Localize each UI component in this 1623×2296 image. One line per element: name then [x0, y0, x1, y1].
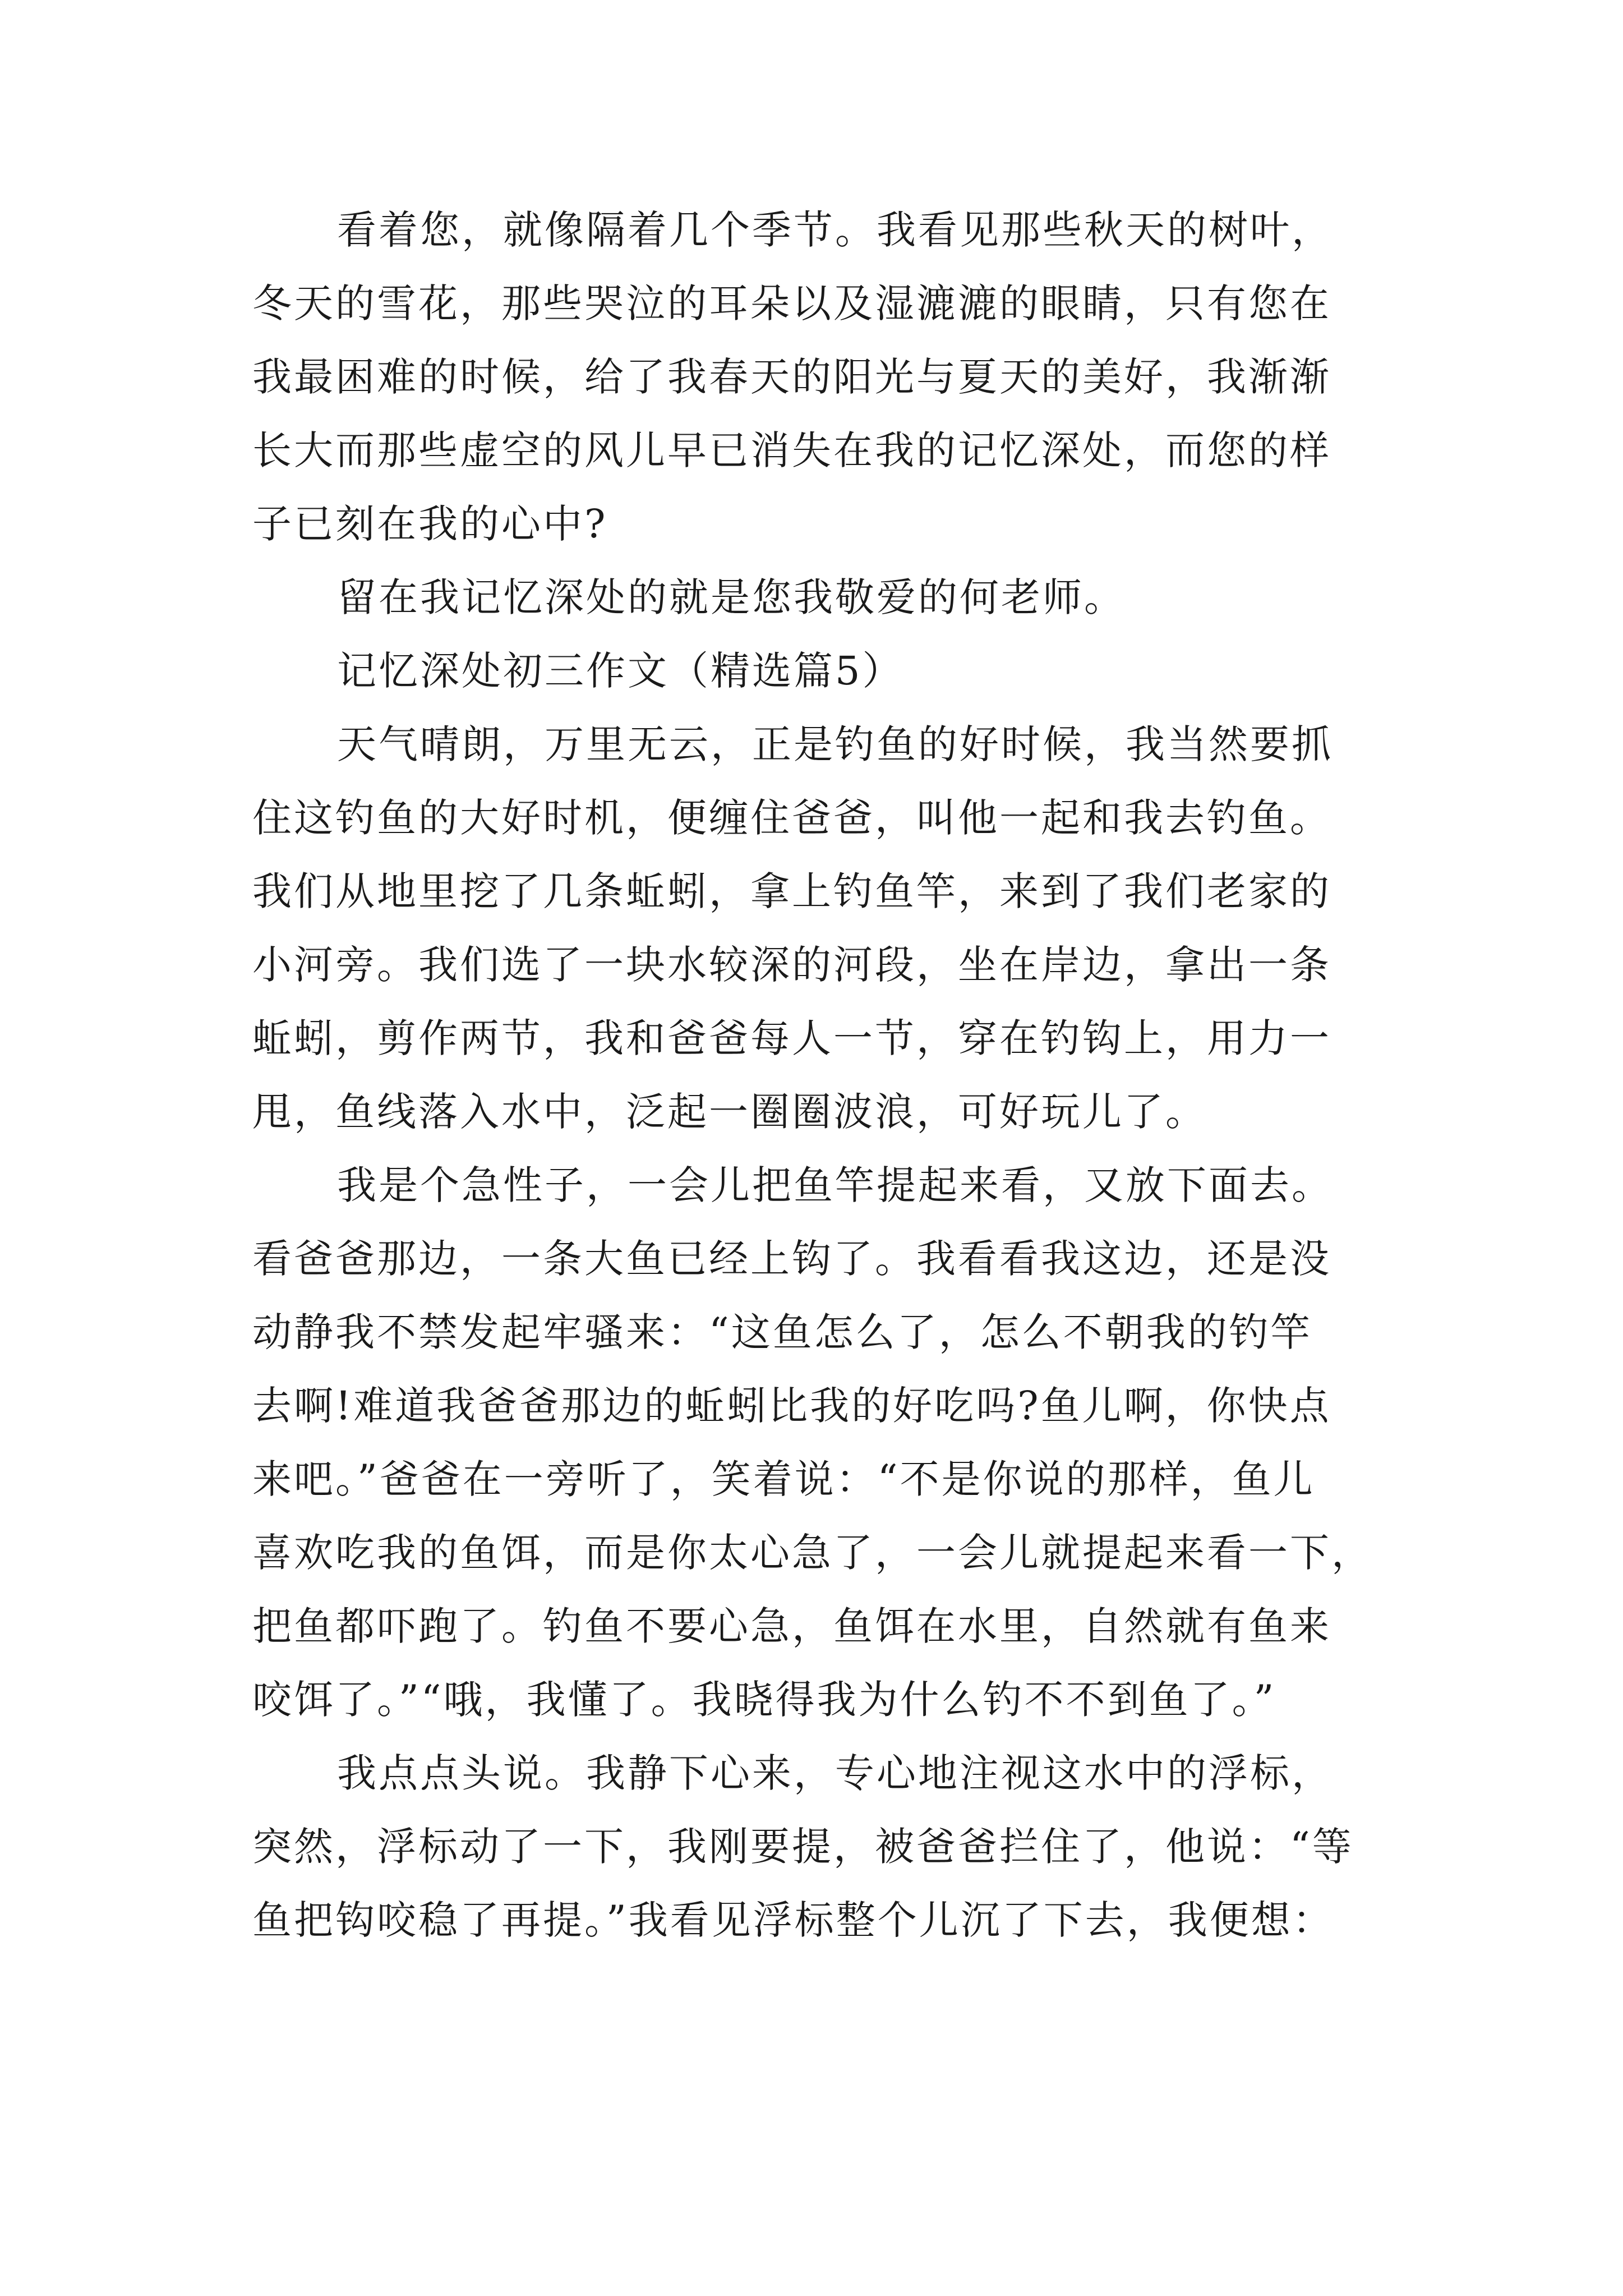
text-line: 住这钓鱼的大好时机，便缠住爸爸，叫他一起和我去钓鱼。 — [252, 795, 1331, 841]
paragraph-p3 — [252, 708, 1402, 1149]
text-line: 小河旁。我们选了一块水较深的河段，坐在岸边，拿出一条 — [252, 942, 1331, 988]
text-line: 我最困难的时候，给了我春天的阳光与夏天的美好，我渐渐 — [252, 354, 1331, 400]
text-line: 看爸爸那边，一条大鱼已经上钩了。我看看我这边，还是没 — [252, 1236, 1331, 1282]
paragraph-p1 — [252, 194, 1402, 561]
text-line: 蚯蚓，剪作两节，我和爸爸每人一节，穿在钓钩上，用力一 — [252, 1015, 1331, 1061]
text-line: 我是个急性子，一会儿把鱼竿提起来看，又放下面去。 — [337, 1162, 1333, 1208]
text-line: 来吧。”爸爸在一旁听了，笑着说：“不是你说的那样，鱼儿 — [252, 1456, 1315, 1502]
text-line: 子已刻在我的心中? — [252, 501, 608, 547]
text-line: 留在我记忆深处的就是您我敬爱的何老师。 — [337, 574, 1126, 620]
text-line: 把鱼都吓跑了。钓鱼不要心急，鱼饵在水里，自然就有鱼来 — [252, 1603, 1331, 1649]
text-line: 咬饵了。”“哦，我懂了。我晓得我为什么钓不不到鱼了。” — [252, 1677, 1276, 1723]
document-body — [252, 194, 1402, 1957]
text-line: 冬天的雪花，那些哭泣的耳朵以及湿漉漉的眼睛，只有您在 — [252, 280, 1331, 326]
text-line: 我们从地里挖了几条蚯蚓，拿上钓鱼竿，来到了我们老家的 — [252, 868, 1331, 914]
text-line: 鱼把钩咬稳了再提。”我看见浮标整个儿沉了下去，我便想： — [252, 1897, 1334, 1943]
paragraph-p5 — [252, 1737, 1402, 1957]
paragraph-p4 — [252, 1149, 1402, 1737]
heading-text: 记忆深处初三作文（精选篇5） — [337, 648, 904, 694]
text-line: 看着您，就像隔着几个季节。我看见那些秋天的树叶， — [337, 207, 1333, 253]
text-line: 去啊!难道我爸爸那边的蚯蚓比我的好吃吗?鱼儿啊，你快点 — [252, 1383, 1331, 1429]
text-line: 突然，浮标动了一下，我刚要提，被爸爸拦住了，他说：“等 — [252, 1824, 1354, 1870]
text-line: 喜欢吃我的鱼饵，而是你太心急了，一会儿就提起来看一下， — [252, 1530, 1373, 1576]
text-line: 甩，鱼线落入水中，泛起一圈圈波浪，可好玩儿了。 — [252, 1089, 1207, 1135]
section-heading — [252, 634, 1402, 708]
text-line: 我点点头说。我静下心来，专心地注视这水中的浮标， — [337, 1750, 1333, 1796]
text-line: 天气晴朗，万里无云，正是钓鱼的好时候，我当然要抓 — [337, 721, 1333, 767]
text-line: 长大而那些虚空的风儿早已消失在我的记忆深处，而您的样 — [252, 427, 1331, 473]
paragraph-p2 — [252, 561, 1402, 634]
text-line: 动静我不禁发起牢骚来：“这鱼怎么了，怎么不朝我的钓竿 — [252, 1309, 1312, 1355]
